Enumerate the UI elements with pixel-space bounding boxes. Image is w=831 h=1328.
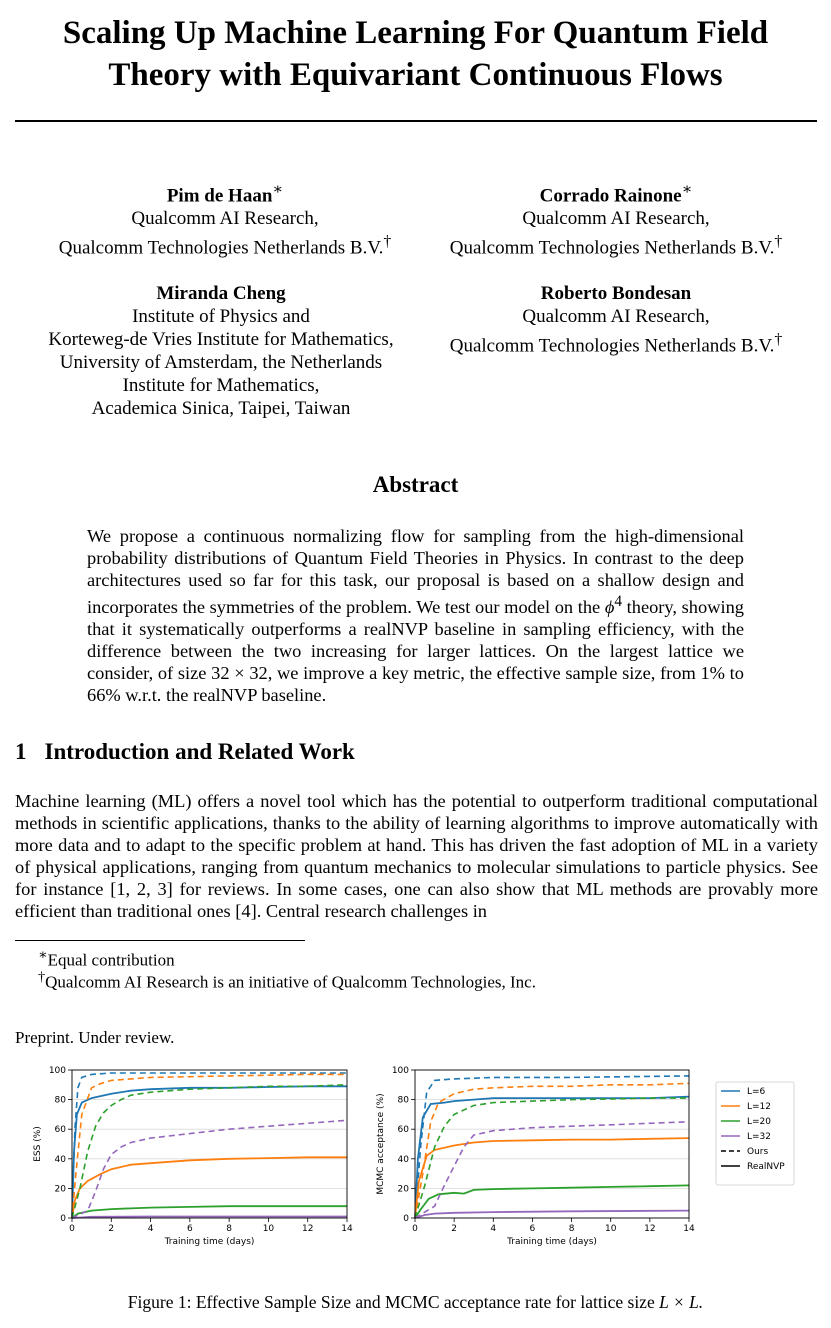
x-tick-label: 8 bbox=[226, 1224, 233, 1234]
series-line-l-12-realnvp bbox=[415, 1138, 689, 1218]
preprint-note: Preprint. Under review. bbox=[15, 1028, 175, 1047]
author-affiliation: Institute for Mathematics, bbox=[122, 375, 320, 396]
y-tick-label: 100 bbox=[48, 1066, 66, 1076]
abstract-text-part-2: theory, showing that it systematically outperforms a realNVP baseline in sampling efficiency, with the difference between the two increasing for larger lattices. On the largest lattice we consider, of size 32 × 32, we improve a key metric, the effective sample size, from 1% to 66% w.r.t. the realNVP baseline. bbox=[87, 597, 744, 706]
y-tick-label: 0 bbox=[60, 1214, 66, 1224]
legend-label: L=32 bbox=[747, 1132, 772, 1142]
y-tick-label: 20 bbox=[54, 1184, 66, 1195]
x-tick-label: 10 bbox=[604, 1224, 617, 1234]
y-axis-label: ESS (%) bbox=[33, 1126, 43, 1162]
x-tick-label: 0 bbox=[69, 1224, 75, 1234]
y-tick-label: 40 bbox=[54, 1154, 66, 1165]
x-tick-label: 2 bbox=[108, 1224, 115, 1234]
series-line-l-20-ours bbox=[415, 1098, 689, 1218]
x-tick-label: 8 bbox=[568, 1224, 575, 1234]
legend-label: L=12 bbox=[747, 1102, 772, 1112]
y-tick-label: 60 bbox=[397, 1125, 409, 1136]
footnote-text: Qualcomm AI Research is an initiative of Qualcomm Technologies, Inc. bbox=[45, 972, 536, 992]
footnote-2 bbox=[38, 966, 536, 994]
section-title: Introduction and Related Work bbox=[44, 739, 355, 764]
series-line-l-12-ours bbox=[415, 1083, 689, 1218]
x-tick-label: 10 bbox=[262, 1224, 275, 1234]
author-name: Miranda Cheng bbox=[156, 283, 286, 304]
footnote-text: Equal contribution bbox=[47, 950, 175, 970]
y-tick-label: 100 bbox=[391, 1066, 409, 1076]
abstract-text-part-1: We propose a continuous normalizing flow for sampling from the high-dimensional probability distributions of Quantum Field Theories in Physics. In contrast to the deep architectures used so far for this task, our proposal is based on a shallow design and incorporates the symmetries of the problem. We test our model on the bbox=[87, 526, 744, 618]
author-affiliation: Qualcomm AI Research, bbox=[522, 306, 710, 327]
author-block-1 bbox=[15, 178, 435, 260]
chart-panel-2 bbox=[376, 1066, 794, 1247]
x-tick-label: 2 bbox=[451, 1224, 458, 1234]
plot-frame bbox=[415, 1070, 689, 1218]
legend-label: L=20 bbox=[747, 1117, 772, 1127]
section-heading bbox=[15, 739, 355, 765]
footnote-mark: ∗ bbox=[38, 947, 48, 963]
y-tick-label: 80 bbox=[54, 1095, 66, 1106]
y-tick-label: 80 bbox=[397, 1095, 409, 1106]
series-line-l-6-realnvp bbox=[415, 1097, 689, 1218]
x-tick-label: 12 bbox=[644, 1224, 656, 1234]
author-name: Pim de Haan bbox=[166, 185, 273, 207]
x-tick-label: 14 bbox=[683, 1224, 695, 1234]
paper-title bbox=[20, 12, 811, 96]
chart-panel-1 bbox=[33, 1066, 353, 1247]
x-tick-label: 4 bbox=[147, 1224, 154, 1234]
author-block-3 bbox=[15, 282, 427, 420]
footnote-mark: † bbox=[38, 969, 46, 985]
author-mark: ∗ bbox=[272, 181, 284, 198]
affiliation-mark: † bbox=[383, 233, 392, 251]
author-affiliation: University of Amsterdam, the Netherlands bbox=[59, 352, 383, 373]
author-block-4 bbox=[412, 282, 820, 357]
series-line-l-20-ours bbox=[72, 1085, 347, 1218]
y-axis-label: MCMC acceptance (%) bbox=[376, 1093, 386, 1195]
legend-label: Ours bbox=[747, 1147, 769, 1157]
author-name: Roberto Bondesan bbox=[540, 283, 692, 304]
footnote-rule bbox=[15, 940, 305, 941]
x-tick-label: 6 bbox=[529, 1224, 536, 1234]
phi-symbol: ϕ bbox=[604, 597, 615, 618]
figure-label: Figure 1: bbox=[127, 1292, 192, 1312]
phi-exponent: 4 bbox=[614, 593, 623, 610]
y-tick-label: 20 bbox=[397, 1184, 409, 1195]
title-rule bbox=[15, 120, 817, 122]
series-line-l-12-ours bbox=[72, 1074, 347, 1218]
y-tick-label: 40 bbox=[397, 1154, 409, 1165]
author-affiliation: Institute of Physics and bbox=[132, 306, 310, 327]
author-affiliation: Qualcomm AI Research, bbox=[522, 208, 710, 230]
paper-title-line-2: Theory with Equivariant Continuous Flows bbox=[108, 57, 723, 93]
author-affiliation: Korteweg-de Vries Institute for Mathematics, bbox=[48, 329, 394, 350]
section-number: 1 bbox=[15, 739, 27, 764]
intro-paragraph: Machine learning (ML) offers a novel tool which has the potential to outperform traditional computational methods in scientific applications, thanks to the ability of learning algorithms to improve automatically with more data and to adapt to the specific problem at hand. This has driven the fast adoption of ML in a variety of physical applications, ranging from quantum mechanics to molecular simulations to particle physics. See for instance [1, 2, 3] for reviews. In some cases, one can also show that ML methods are provably more efficient than traditional ones [4]. Central research challenges in bbox=[15, 791, 818, 921]
chart-legend bbox=[716, 1082, 794, 1185]
x-tick-label: 12 bbox=[301, 1224, 314, 1234]
figure-caption bbox=[0, 1292, 831, 1313]
plot-frame bbox=[72, 1070, 347, 1218]
abstract-text bbox=[87, 525, 744, 706]
y-tick-label: 60 bbox=[54, 1125, 66, 1136]
y-tick-label: 0 bbox=[403, 1214, 409, 1224]
author-name: Corrado Rainone bbox=[539, 185, 682, 207]
x-tick-label: 0 bbox=[412, 1224, 418, 1234]
x-axis-label: Training time (days) bbox=[507, 1237, 597, 1247]
x-tick-label: 6 bbox=[186, 1224, 193, 1234]
series-line-l-32-realnvp bbox=[415, 1211, 689, 1218]
abstract-heading: Abstract bbox=[372, 472, 459, 497]
figure-1 bbox=[0, 1055, 831, 1295]
x-tick-label: 14 bbox=[341, 1224, 353, 1234]
x-axis-label: Training time (days) bbox=[164, 1237, 255, 1247]
author-block-2 bbox=[412, 178, 820, 260]
author-affiliation: Academica Sinica, Taipei, Taiwan bbox=[91, 398, 351, 419]
series-line-l-6-ours bbox=[72, 1073, 347, 1218]
author-affiliation: Qualcomm Technologies Netherlands B.V. bbox=[58, 237, 384, 259]
paper-title-line-1: Scaling Up Machine Learning For Quantum Field bbox=[62, 15, 769, 51]
legend-label: RealNVP bbox=[747, 1162, 785, 1172]
caption-math: L × L. bbox=[659, 1292, 704, 1312]
affiliation-mark: † bbox=[774, 331, 783, 348]
series-line-l-32-ours bbox=[415, 1122, 689, 1218]
x-tick-label: 4 bbox=[490, 1224, 497, 1234]
affiliation-mark: † bbox=[774, 233, 783, 251]
caption-text: Effective Sample Size and MCMC acceptance rate for lattice size bbox=[195, 1292, 660, 1312]
author-affiliation: Qualcomm Technologies Netherlands B.V. bbox=[449, 335, 775, 357]
legend-label: L=6 bbox=[747, 1087, 766, 1097]
author-mark: ∗ bbox=[681, 181, 693, 198]
author-affiliation: Qualcomm AI Research, bbox=[131, 208, 319, 230]
author-affiliation: Qualcomm Technologies Netherlands B.V. bbox=[449, 237, 775, 259]
